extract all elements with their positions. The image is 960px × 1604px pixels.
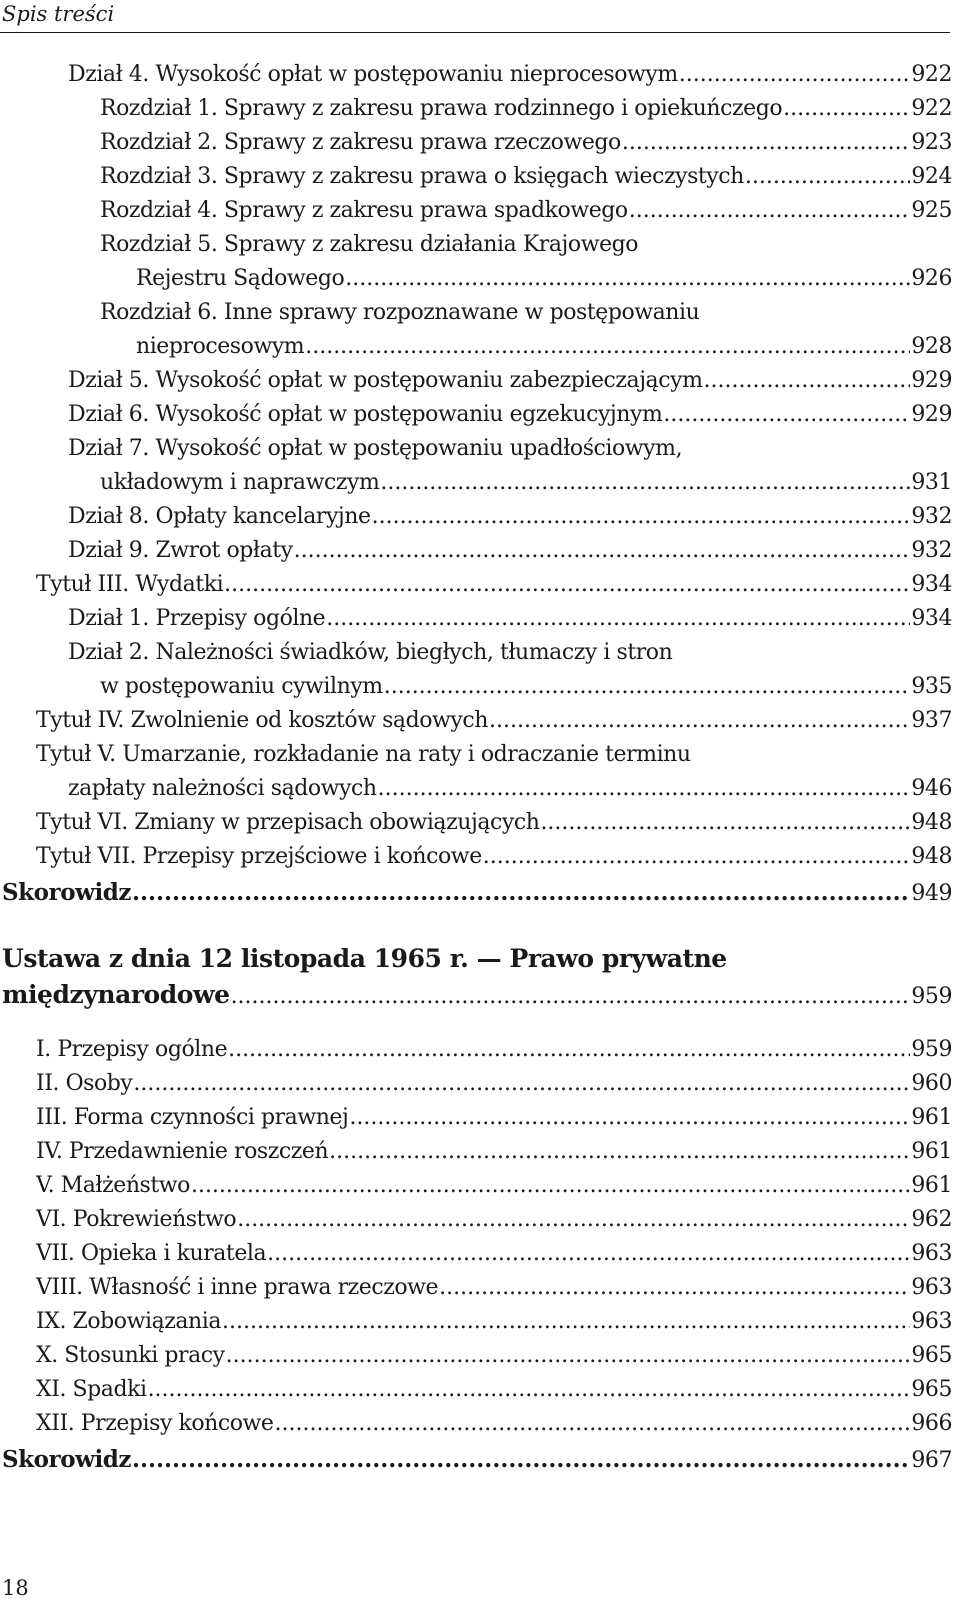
toc-entry[interactable]	[0, 296, 952, 364]
toc-entry-title: II. Osoby	[36, 1071, 133, 1096]
toc-entry-page: 932	[911, 504, 952, 529]
toc-entry-page: 929	[911, 368, 952, 393]
toc-entry[interactable]	[0, 1067, 952, 1101]
toc-entry-title-line: Ustawa z dnia 12 listopada 1965 r. — Prawo prywatne	[2, 944, 727, 973]
leader-dots	[132, 876, 910, 910]
toc-entry[interactable]	[0, 806, 952, 840]
toc-entry-title: VI. Pokrewieństwo	[36, 1207, 237, 1232]
leader-dots	[380, 466, 910, 500]
leader-dots	[663, 398, 910, 432]
toc-entry-page: 923	[911, 130, 952, 155]
leader-dots	[378, 772, 911, 806]
toc-entry-title-line: Rozdział 5. Sprawy z zakresu działania Krajowego	[100, 232, 639, 257]
toc-entry-page: 961	[911, 1105, 952, 1130]
leader-dots	[132, 1443, 910, 1477]
leader-dots	[237, 1203, 910, 1237]
toc-entry[interactable]	[0, 500, 952, 534]
toc-entry[interactable]	[0, 160, 952, 194]
toc-entry-page: 963	[911, 1275, 952, 1300]
leader-dots	[228, 1033, 910, 1067]
toc-entry-page: 932	[911, 538, 952, 563]
leader-dots	[384, 670, 911, 704]
toc-entry-page: 961	[911, 1139, 952, 1164]
leader-dots	[783, 92, 910, 126]
leader-dots	[148, 1373, 911, 1407]
toc-entry-title: Dział 5. Wysokość opłat w postępowaniu zabezpieczającym	[68, 368, 703, 393]
toc-entry-page: 925	[911, 198, 952, 223]
leader-dots	[483, 840, 911, 874]
toc-entry-title-line: Dział 7. Wysokość opłat w postępowaniu upadłościowym,	[68, 436, 683, 461]
toc-entry-page: 959	[911, 1037, 952, 1062]
leader-dots	[191, 1169, 910, 1203]
toc-entry-title: Dział 4. Wysokość opłat w postępowaniu nieprocesowym	[68, 62, 678, 87]
toc-entry-page: 963	[911, 1241, 952, 1266]
toc-entry[interactable]	[0, 568, 952, 602]
toc-entry-ustawa[interactable]	[0, 941, 952, 1015]
toc-entry-page: 937	[911, 708, 952, 733]
toc-entry-title: Tytuł IV. Zwolnienie od kosztów sądowych	[36, 708, 488, 733]
toc-entry-title: VII. Opieka i kuratela	[36, 1241, 267, 1266]
toc-entry-title-line: Dział 2. Należności świadków, biegłych, tłumaczy i stron	[68, 640, 673, 665]
toc-entry[interactable]	[0, 1033, 952, 1067]
toc-entry-title-line: Rozdział 6. Inne sprawy rozpoznawane w postępowaniu	[100, 300, 700, 325]
leader-dots	[224, 568, 910, 602]
table-of-contents	[0, 58, 952, 1478]
leader-dots	[372, 500, 911, 534]
toc-entry[interactable]	[0, 1339, 952, 1373]
leader-dots	[226, 1339, 911, 1373]
toc-entry-title: Dział 8. Opłaty kancelaryjne	[68, 504, 371, 529]
toc-entry-page: 948	[911, 844, 952, 869]
toc-entry[interactable]	[0, 194, 952, 228]
toc-entry-page: 960	[911, 1071, 952, 1096]
toc-entry-page: 967	[911, 1448, 952, 1473]
toc-entry-page: 929	[911, 402, 952, 427]
toc-entry-title: Tytuł III. Wydatki	[36, 572, 224, 597]
toc-entry-page: 926	[911, 266, 952, 291]
toc-entry[interactable]	[0, 398, 952, 432]
leader-dots	[133, 1067, 910, 1101]
toc-entry[interactable]	[0, 1373, 952, 1407]
toc-entry-title: Tytuł VI. Zmiany w przepisach obowiązujących	[36, 810, 540, 835]
leader-dots	[349, 1101, 910, 1135]
toc-entry-skorowidz-2[interactable]	[0, 1443, 952, 1478]
toc-entry-title: Dział 6. Wysokość opłat w postępowaniu egzekucyjnym	[68, 402, 663, 427]
toc-entry-page: 966	[911, 1411, 952, 1436]
toc-entry-page: 934	[911, 606, 952, 631]
toc-entry-page: 948	[911, 810, 952, 835]
leader-dots	[745, 160, 910, 194]
leader-dots	[329, 1135, 910, 1169]
toc-entry-title: Rozdział 2. Sprawy z zakresu prawa rzeczowego	[100, 130, 621, 155]
toc-entry-page: 935	[911, 674, 952, 699]
toc-entry-page: 922	[911, 96, 952, 121]
toc-entry[interactable]	[0, 228, 952, 296]
toc-entry[interactable]	[0, 58, 952, 92]
toc-entry-page: 934	[911, 572, 952, 597]
leader-dots	[345, 262, 910, 296]
toc-entry-page: 931	[911, 470, 952, 495]
toc-entry-page: 962	[911, 1207, 952, 1232]
toc-entry[interactable]	[0, 1169, 952, 1203]
toc-entry-page: 928	[911, 334, 952, 359]
toc-entry-skorowidz[interactable]	[0, 876, 952, 911]
toc-entry-title: I. Przepisy ogólne	[36, 1037, 228, 1062]
toc-entry-title: Skorowidz	[2, 879, 131, 906]
toc-entry[interactable]	[0, 1203, 952, 1237]
toc-entry-title-line: Tytuł V. Umarzanie, rozkładanie na raty i odraczanie terminu	[36, 742, 691, 767]
toc-entry-page: 949	[911, 881, 952, 906]
leader-dots	[679, 58, 911, 92]
toc-entry-page: 924	[911, 164, 952, 189]
toc-entry-page: 946	[911, 776, 952, 801]
leader-dots	[275, 1407, 911, 1441]
toc-entry-title: Rozdział 1. Sprawy z zakresu prawa rodzinnego i opiekuńczego	[100, 96, 783, 121]
toc-entry[interactable]	[0, 534, 952, 568]
toc-entry[interactable]	[0, 636, 952, 704]
toc-entry-title: zapłaty należności sądowych	[68, 776, 377, 801]
leader-dots	[540, 806, 910, 840]
toc-part-2	[0, 1033, 952, 1441]
leader-dots	[439, 1271, 910, 1305]
toc-entry-page: 965	[911, 1377, 952, 1402]
leader-dots	[326, 602, 910, 636]
toc-entry-page: 959	[911, 984, 952, 1009]
toc-entry[interactable]	[0, 126, 952, 160]
toc-entry-title: międzynarodowe	[2, 980, 230, 1009]
toc-entry-page: 961	[911, 1173, 952, 1198]
toc-entry[interactable]	[0, 840, 952, 874]
toc-entry[interactable]	[0, 1101, 952, 1135]
header-rule	[0, 32, 950, 33]
toc-part-1	[0, 58, 952, 874]
toc-entry-title: IV. Przedawnienie roszczeń	[36, 1139, 329, 1164]
toc-entry[interactable]	[0, 92, 952, 126]
toc-entry-title: Dział 9. Zwrot opłaty	[68, 538, 293, 563]
toc-entry[interactable]	[0, 1305, 952, 1339]
leader-dots	[267, 1237, 910, 1271]
leader-dots	[629, 194, 911, 228]
leader-dots	[704, 364, 911, 398]
toc-entry-title: Tytuł VII. Przepisy przejściowe i końcowe	[36, 844, 482, 869]
toc-entry-title: Rejestru Sądowego	[136, 266, 345, 291]
toc-entry-title: układowym i naprawczym	[100, 470, 380, 495]
toc-entry-title: Dział 1. Przepisy ogólne	[68, 606, 326, 631]
toc-entry-title: VIII. Własność i inne prawa rzeczowe	[36, 1275, 439, 1300]
toc-entry[interactable]	[0, 1135, 952, 1169]
toc-entry-title: III. Forma czynności prawnej	[36, 1105, 349, 1130]
toc-entry[interactable]	[0, 738, 952, 806]
toc-entry-page: 963	[911, 1309, 952, 1334]
toc-entry-title: Skorowidz	[2, 1446, 131, 1473]
toc-entry-title: V. Małżeństwo	[36, 1173, 190, 1198]
leader-dots	[294, 534, 911, 568]
toc-entry-title: Rozdział 3. Sprawy z zakresu prawa o księgach wieczystych	[100, 164, 744, 189]
toc-entry-title: nieprocesowym	[136, 334, 305, 359]
toc-entry-page: 965	[911, 1343, 952, 1368]
toc-entry[interactable]	[0, 1271, 952, 1305]
leader-dots	[231, 979, 911, 1015]
toc-entry-title: XI. Spadki	[36, 1377, 147, 1402]
toc-entry[interactable]	[0, 704, 952, 738]
toc-entry[interactable]	[0, 1407, 952, 1441]
toc-entry-title: Rozdział 4. Sprawy z zakresu prawa spadkowego	[100, 198, 628, 223]
toc-entry-title: IX. Zobowiązania	[36, 1309, 222, 1334]
leader-dots	[622, 126, 910, 160]
page-number: 18	[2, 1576, 29, 1600]
leader-dots	[489, 704, 910, 738]
toc-entry[interactable]	[0, 364, 952, 398]
toc-entry[interactable]	[0, 602, 952, 636]
toc-entry-title: w postępowaniu cywilnym	[100, 674, 383, 699]
leader-dots	[222, 1305, 910, 1339]
running-head: Spis treści	[2, 2, 115, 26]
toc-entry-title: XII. Przepisy końcowe	[36, 1411, 274, 1436]
toc-entry-title: X. Stosunki pracy	[36, 1343, 225, 1368]
leader-dots	[305, 330, 910, 364]
toc-entry[interactable]	[0, 1237, 952, 1271]
toc-entry-page: 922	[911, 62, 952, 87]
toc-entry[interactable]	[0, 432, 952, 500]
